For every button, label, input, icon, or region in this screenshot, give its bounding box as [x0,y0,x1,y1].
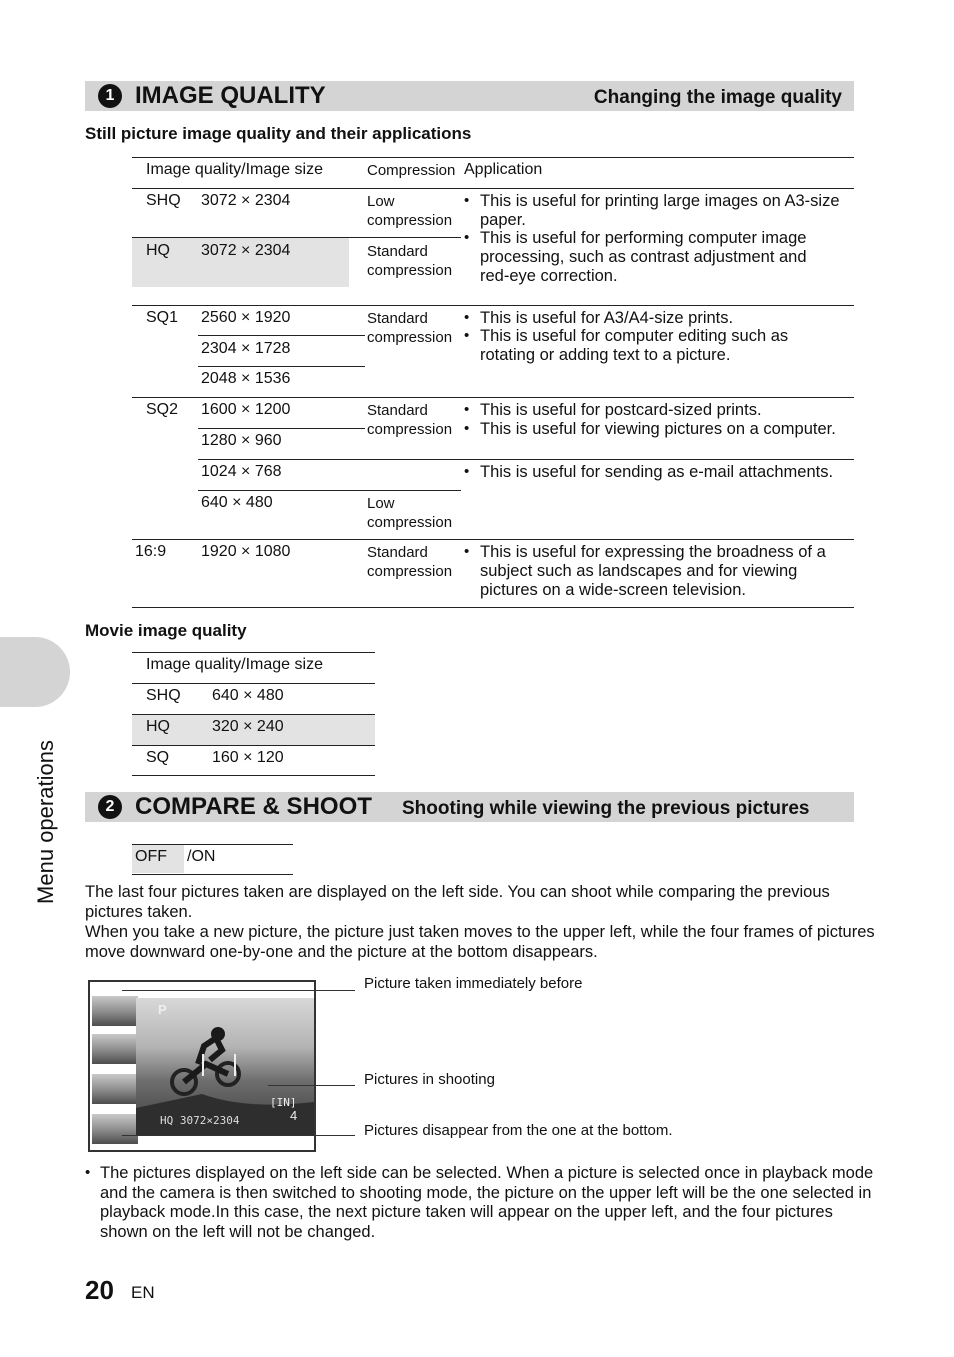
compression-cell: Standard compression [367,402,453,438]
still-table-heading: Still picture image quality and their applications [85,124,472,143]
callout-disappear: Pictures disappear from the one at the bottom. [364,1122,673,1139]
size-cell: 3072 × 2304 [201,242,291,259]
rule [198,459,854,460]
rule [132,188,854,189]
application-text: This is useful for printing large images on A3-size paper. [480,192,840,229]
application-text: This is useful for viewing pictures on a computer. [480,420,836,438]
body-paragraph: The last four pictures taken are displayed on the left side. You can shoot while comparing the previous pictures taken. [85,883,830,921]
size-cell: 2048 × 1536 [201,370,291,387]
quality-cell: HQ [146,242,170,259]
bullet: • [464,309,470,326]
size-cell: 1600 × 1200 [201,401,291,418]
bullet: • [464,401,470,418]
callout-before: Picture taken immediately before [364,975,583,992]
compression-cell: Low compression [367,193,453,229]
application-text: This is useful for performing computer image processing, such as contrast adjustment and red-eye correction. [480,229,807,285]
quality-cell: SQ [146,749,170,766]
rule [132,652,375,653]
bullet: • [464,327,470,344]
size-cell: 640 × 480 [212,687,284,704]
leader-line [268,1085,355,1086]
memory-badge: [IN] [270,1096,297,1109]
rule [132,237,461,238]
rule [198,366,365,367]
thumbnail-image [92,996,138,1026]
size-cell: 1024 × 768 [201,463,282,480]
size-cell: 1920 × 1080 [201,543,291,560]
size-cell: 160 × 120 [212,749,284,766]
section-number-badge: 1 [98,84,122,108]
size-cell: 320 × 240 [212,718,284,735]
col-header-quality: Image quality/Image size [146,161,323,178]
thumbnail-image [92,1074,138,1104]
application-text: This is useful for A3/A4-size prints. [480,309,734,327]
compression-cell: Standard compression [367,243,453,279]
program-mode-icon: P [158,1002,167,1017]
quality-cell: HQ [146,718,170,735]
rule [198,490,461,491]
section-title: COMPARE & SHOOT [135,793,372,820]
quality-cell: SHQ [146,192,181,209]
rule [132,844,293,845]
compression-cell: Low compression [367,495,453,531]
rule [132,874,293,875]
callout-shooting: Pictures in shooting [364,1071,495,1088]
rule [132,745,375,746]
bullet: • [464,229,470,246]
rule [132,607,854,608]
col-header-compression: Compression [367,162,456,179]
chapter-tab [0,637,70,707]
bullet: • [85,1164,91,1181]
bullet: • [464,543,470,560]
chapter-label: Menu operations [33,740,58,904]
size-cell: 1280 × 960 [201,432,282,449]
application-text: This is useful for sending as e-mail attachments. [480,463,834,481]
quality-cell: SHQ [146,687,181,704]
rule [132,775,375,776]
col-header-quality: Image quality/Image size [146,656,323,673]
rule [132,397,854,398]
col-header-application: Application [464,161,543,178]
section-number-badge: 2 [98,795,122,819]
page-number: 20 [85,1275,114,1305]
size-cell: 2304 × 1728 [201,340,291,357]
rule [132,157,854,158]
body-paragraph: When you take a new picture, the picture just taken moves to the upper left, while the four frames of pictures move downward one-by-one and the picture at the bottom disappears. [85,923,875,961]
section-subtitle: Changing the image quality [593,87,842,108]
leader-line [122,990,355,991]
bullet: • [464,192,470,209]
size-cell: 640 × 480 [201,494,273,511]
quality-cell: 16:9 [135,543,167,560]
application-text: This is useful for postcard-sized prints. [480,401,762,419]
rule [132,714,375,715]
quality-cell: SQ2 [146,401,179,418]
section-subtitle: Shooting while viewing the previous pictures [402,798,810,819]
note-paragraph: The pictures displayed on the left side can be selected. When a picture is selected once in playback mode and the camera is then switched to shooting mode, the picture on the upper left will be the one selected in playback mode.In this case, the next picture taken will appear on the upper left, and the four pictures shown on the left will not be changed. [100,1164,874,1241]
thumbnail-image [92,1114,138,1144]
quality-readout: HQ 3072×2304 [160,1114,240,1127]
rule [132,539,854,540]
off-option: OFF [135,848,167,865]
movie-table-heading: Movie image quality [85,621,247,640]
quality-cell: SQ1 [146,309,179,326]
size-cell: 3072 × 2304 [201,192,291,209]
compression-cell: Standard compression [367,544,453,580]
thumbnail-image [92,1034,138,1064]
bullet: • [464,420,470,437]
rule [132,305,854,306]
section-title: IMAGE QUALITY [135,82,326,109]
bullet: • [464,463,470,480]
af-target-mark [202,1054,236,1076]
leader-line [122,1135,355,1136]
rule [198,335,365,336]
rule [198,428,365,429]
rule [132,683,375,684]
shots-remaining: 4 [290,1108,298,1123]
application-text: This is useful for expressing the broadness of a subject such as landscapes and for viewing pictures on a wide-screen television. [480,543,826,599]
compare-shoot-screen-illustration [88,980,316,1152]
language-code: EN [131,1283,155,1302]
on-option: /ON [187,848,216,865]
size-cell: 2560 × 1920 [201,309,291,326]
compression-cell: Standard compression [367,310,453,346]
application-text: This is useful for computer editing such as rotating or adding text to a picture. [480,327,789,364]
